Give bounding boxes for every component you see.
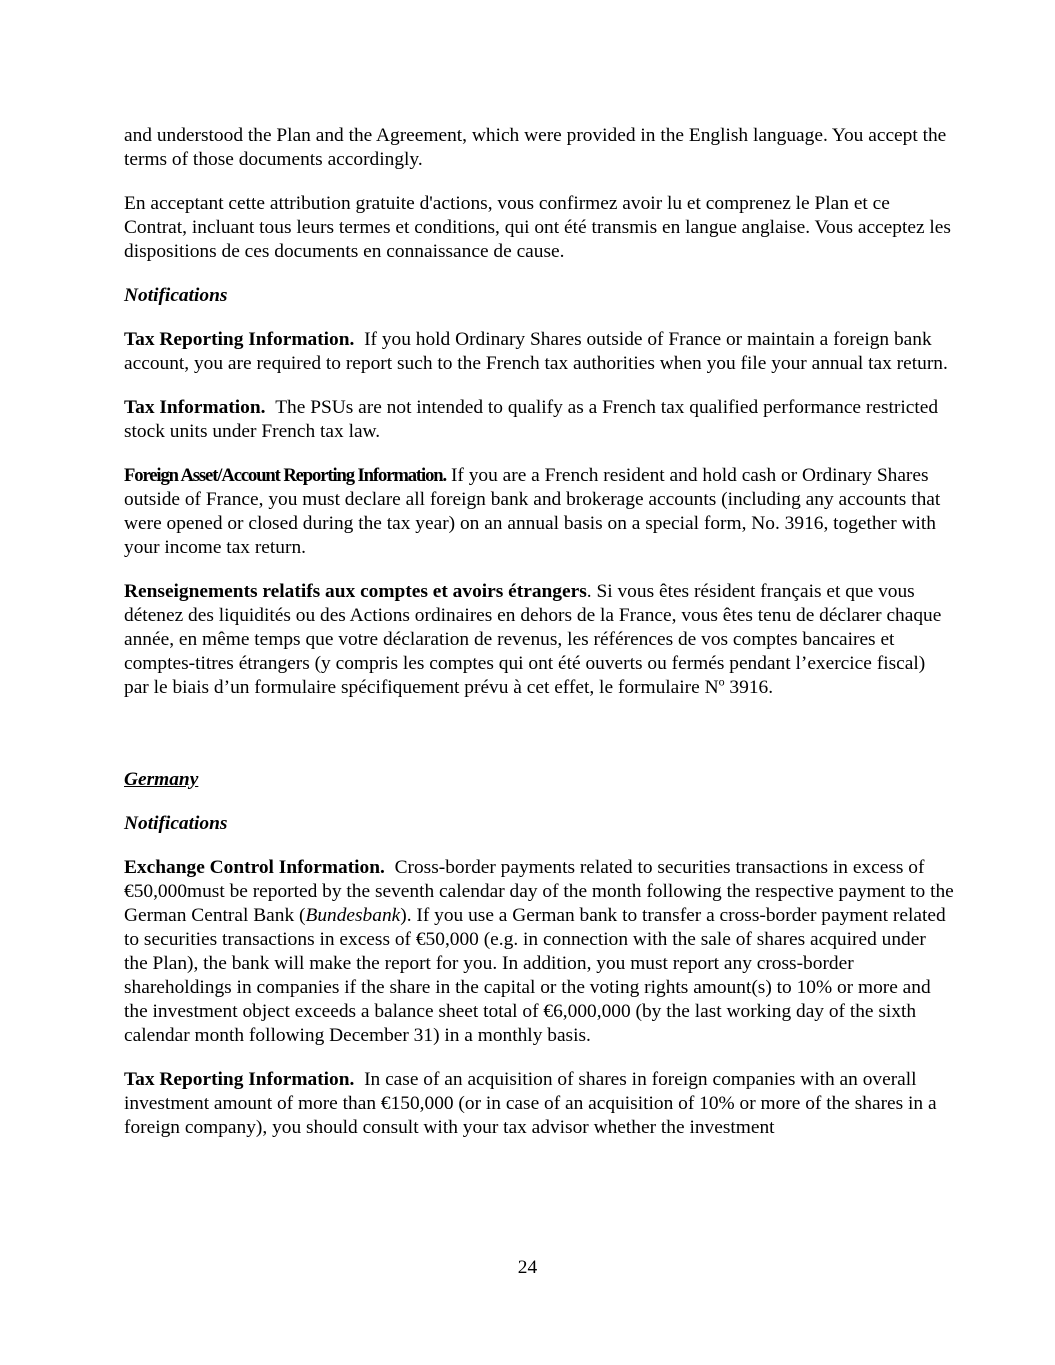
paragraph-text: . Si vous êtes résident français et que vous détenez des liquidités ou des Actions ordinaires en dehors de la France, vous êtes tenu de déclarer chaque année, en même temps que votre déclaration de revenus, les références de vos comptes bancaires et comptes-titres étrangers (y compris les comptes qui ont été ouverts ou fermés pendant l’exercice fiscal) par le biais d’un formulaire spécifiquement prévu à cet effet, le formulaire N — [124, 581, 942, 698]
germany-heading — [124, 768, 954, 792]
paragraph-tax-information — [124, 396, 954, 444]
heading-text: Germany — [124, 769, 199, 790]
page-number: 24 — [517, 1257, 538, 1278]
superscript-o: o — [718, 674, 725, 689]
paragraph-text-end: ). If you use a German bank to transfer a cross-border payment related to securities transactions in excess of €50,000 (e.g. in connection with the sale of shares acquired under the Plan), the bank will make the report for you. In addition, you must report any cross-border shareholdings in companies if the share in the capital or the voting rights amount(s) to 10% or more and the investment object exceeds a balance sheet total of €6,000,000 (by the last working day of the sixth calendar month following December 31) in a monthly basis. — [124, 905, 946, 1046]
germany-notifications-heading — [124, 812, 954, 836]
paragraph-text-end: 3916. — [724, 677, 774, 698]
paragraph-text: En acceptant cette attribution gratuite d'actions, vous confirmez avoir lu et comprenez le Plan et ce Contrat, incluant tous leurs termes et conditions, qui ont été transmis en langue anglaise. Vous acceptez les dispositions de ces documents en connaissance de cause. — [124, 193, 951, 262]
document-page — [124, 124, 954, 1140]
paragraph-french-acceptance — [124, 192, 954, 264]
section-label: Foreign Asset/Account Reporting Information. — [124, 465, 447, 486]
paragraph-tax-reporting-france — [124, 328, 954, 376]
heading-text: Notifications — [124, 813, 228, 834]
paragraph-text: The PSUs are not intended to qualify as a French tax qualified performance restricted stock units under French tax law. — [124, 397, 939, 442]
paragraph-english-acceptance — [124, 124, 954, 172]
paragraph-text: If you are a French resident and hold cash or Ordinary Shares outside of France, you must declare all foreign bank and brokerage accounts (including any accounts that were opened or closed during the tax year) on an annual basis on a special form, No. 3916, together with your income tax return. — [124, 465, 941, 558]
paragraph-text: Cross-border payments related to securities transactions in excess of €50,000must be reported by the seventh calendar day of the month following the respective payment to the German Central Bank ( — [124, 857, 954, 926]
paragraph-renseignements — [124, 580, 954, 700]
paragraph-text: In case of an acquisition of shares in foreign companies with an overall investment amount of more than €150,000 (or in case of an acquisition of 10% or more of the shares in a foreign company), you should consult with your tax advisor whether the investment — [124, 1069, 937, 1138]
heading-text: Notifications — [124, 285, 228, 306]
paragraph-text: and understood the Plan and the Agreement, which were provided in the English language. You accept the terms of those documents accordingly. — [124, 125, 947, 170]
section-label: Exchange Control Information. — [124, 857, 385, 878]
section-label: Tax Reporting Information. — [124, 1069, 355, 1090]
paragraph-tax-reporting-germany — [124, 1068, 954, 1140]
section-label: Tax Reporting Information. — [124, 329, 355, 350]
section-label: Tax Information. — [124, 397, 266, 418]
section-label: Renseignements relatifs aux comptes et avoirs étrangers — [124, 581, 587, 602]
paragraph-text: If you hold Ordinary Shares outside of France or maintain a foreign bank account, you are required to report such to the French tax authorities when you file your annual tax return. — [124, 329, 948, 374]
paragraph-italic-term: Bundesbank — [305, 905, 401, 926]
paragraph-exchange-control — [124, 856, 954, 1048]
paragraph-foreign-asset-reporting — [124, 464, 954, 560]
france-notifications-heading — [124, 284, 954, 308]
